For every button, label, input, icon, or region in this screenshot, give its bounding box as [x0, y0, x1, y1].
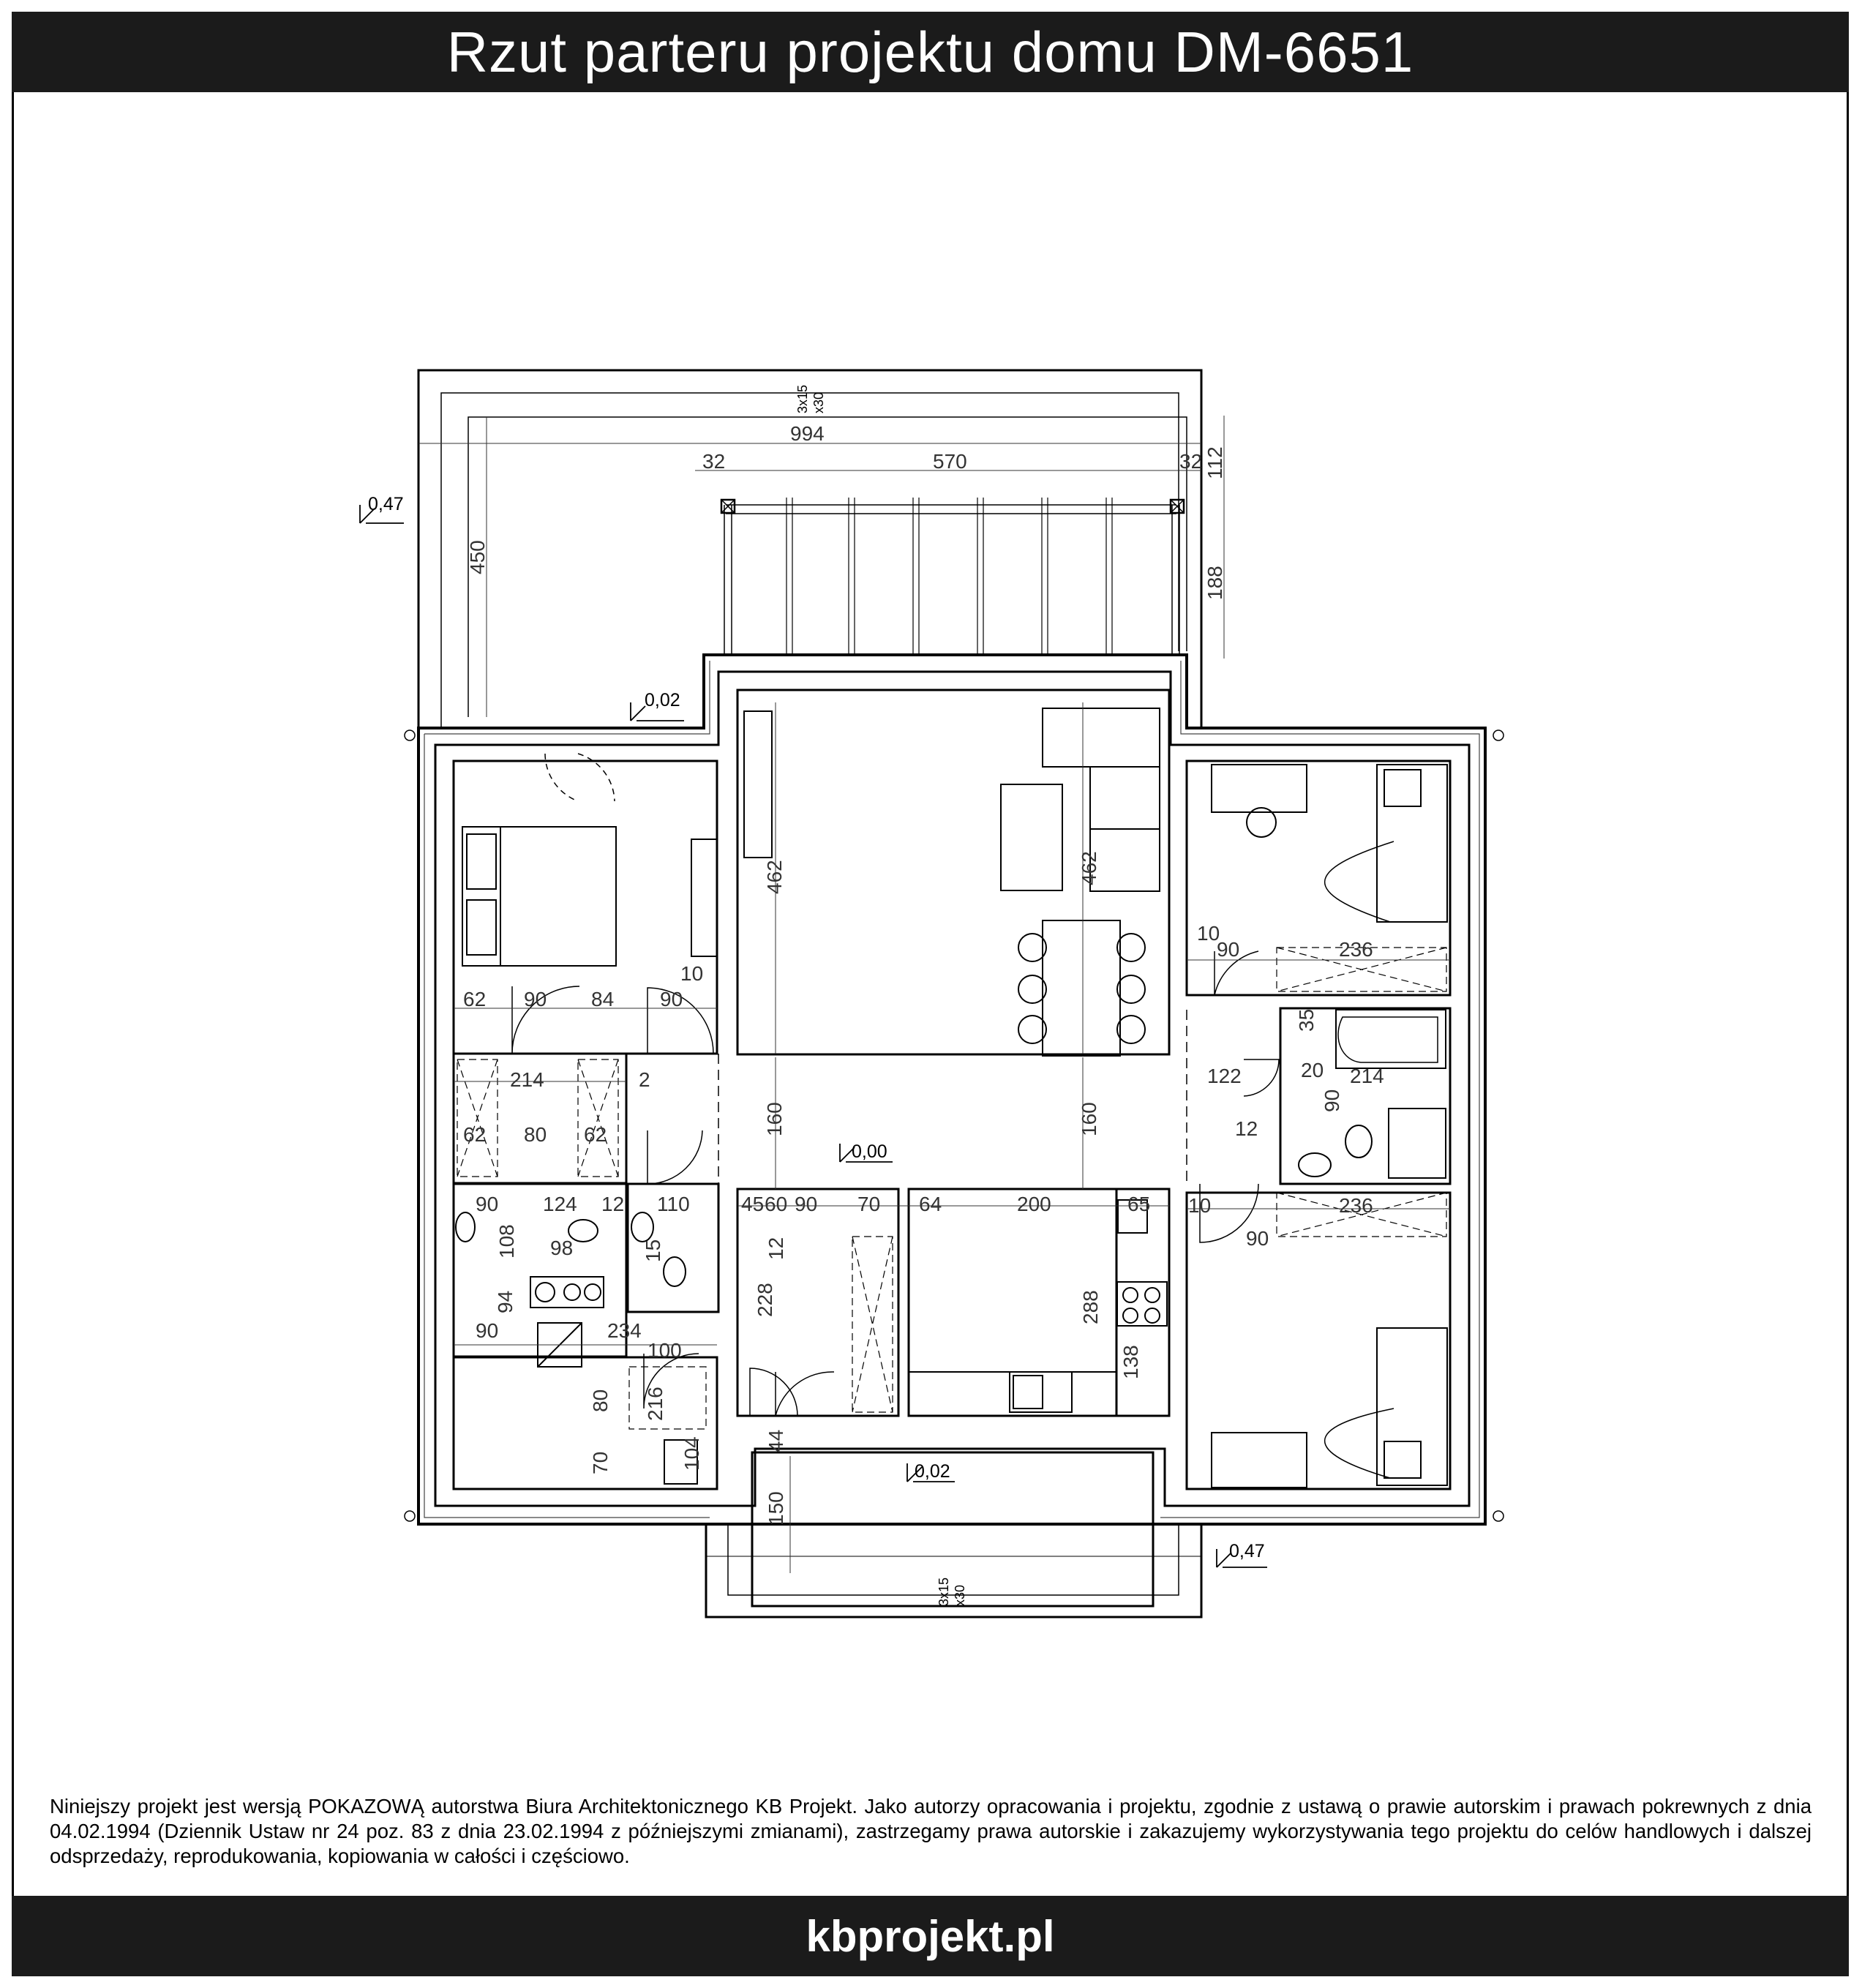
dim-hall-e: 228	[754, 1283, 776, 1317]
dim-kitchen-d: 138	[1119, 1345, 1142, 1379]
hall-outline	[718, 1010, 1187, 1184]
dim-bath2-a: 122	[1207, 1065, 1242, 1087]
dim-tech-e: 216	[644, 1387, 667, 1421]
dim-living-depth: 462	[763, 860, 786, 894]
dim-bath2-d: 90	[1321, 1089, 1343, 1112]
dim-bath2-e: 12	[1235, 1117, 1258, 1140]
dim-bath2-b: 214	[1350, 1065, 1384, 1087]
stairs-bottom-sub: x30	[953, 1584, 967, 1606]
dim-ward1-d: 2	[639, 1068, 650, 1091]
dim-terrace-width: 994	[790, 422, 825, 445]
dim-bath1-d: 110	[657, 1193, 690, 1215]
stairs-top-label: 3x15	[795, 384, 810, 413]
dim-entry-side: 44	[765, 1429, 787, 1452]
dim-bed1-d: 90	[660, 988, 683, 1010]
dim-bed3-b: 90	[1246, 1227, 1269, 1250]
dim-bath1-f: 98	[550, 1237, 574, 1259]
level-terrace-bottom: 0,47	[1229, 1541, 1265, 1561]
dim-pergola-width: 570	[933, 450, 967, 473]
dim-hall-c: 90	[795, 1193, 818, 1215]
dim-entry-depth: 150	[765, 1491, 787, 1526]
dim-kitchen-e: 65	[1127, 1193, 1151, 1215]
grid-markers	[405, 730, 1504, 1521]
dim-bath1-e: 108	[495, 1224, 518, 1259]
dim-tech-a: 94	[494, 1290, 517, 1313]
dim-pergola-left: 32	[702, 450, 726, 473]
dim-ward1-c: 62	[584, 1123, 607, 1146]
dim-hall-f: 12	[765, 1237, 787, 1260]
dim-tech-b: 90	[476, 1319, 499, 1342]
page-title: Rzut parteru projektu domu DM-6651	[446, 19, 1414, 84]
dim-bed1-b: 90	[524, 988, 547, 1010]
dim-living-depth-2: 462	[1078, 851, 1100, 885]
level-terrace-top: 0,47	[368, 494, 404, 514]
dim-bed1-a: 62	[463, 988, 487, 1010]
dim-bath1-a: 90	[476, 1193, 499, 1215]
dim-ward1-width: 214	[510, 1068, 544, 1091]
dim-bath2-f: 35	[1295, 1008, 1318, 1032]
stairs-top-sub: x30	[811, 391, 826, 413]
dim-hall-width-2: 160	[1078, 1102, 1100, 1136]
pergola	[721, 498, 1184, 655]
dim-bed1-e: 10	[680, 962, 704, 985]
dim-hall-d: 70	[857, 1193, 881, 1215]
furniture	[456, 708, 1447, 1488]
level-entry-top: 0,02	[645, 690, 680, 710]
dim-bed3-c: 236	[1339, 1194, 1373, 1217]
level-entry-bottom: 0,02	[915, 1461, 950, 1482]
dim-bed2-a: 10	[1197, 922, 1220, 945]
dim-ward1-b: 80	[524, 1123, 547, 1146]
brand-link[interactable]: kbprojekt.pl	[806, 1911, 1055, 1961]
dim-hall-b: 60	[765, 1193, 788, 1215]
dim-tech-h: 104	[680, 1436, 703, 1471]
dim-terrace-depth: 450	[466, 540, 489, 574]
stairs-bottom-label: 3x15	[936, 1577, 951, 1606]
dim-kitchen-c: 288	[1079, 1290, 1102, 1324]
dim-ward1-a: 62	[463, 1123, 487, 1146]
level-floor: 0,00	[852, 1141, 887, 1162]
brand-bar	[12, 1896, 1849, 1976]
dim-kitchen-b: 200	[1017, 1193, 1051, 1215]
copyright-notice: Niniejszy projekt jest wersją POKAZOWĄ autorstwa Biura Architektonicznego KB Projekt. Jako autorzy opracowania i projektu, zgodnie z ustawą o prawie autorskim i prawach pokrewnych z dnia 04.02.1994 (Dziennik Ustaw nr 24 poz. 83 z dnia 23.02.1994 z późniejszymi zmianami), zastrzegamy prawa autorskie i zakazujemy wykorzystywania tego projektu do celów handlowych i dalszej odsprzedaży, reprodukowania, kopiowania w całości i częściowo.	[50, 1795, 1812, 1867]
dim-bath1-b: 124	[543, 1193, 577, 1215]
dim-bed1-c: 84	[591, 988, 615, 1010]
dim-pergola-top: 112	[1204, 446, 1226, 479]
dim-bath1-c: 12	[601, 1193, 625, 1215]
level-markers	[360, 505, 1267, 1567]
dim-tech-g: 70	[589, 1451, 612, 1474]
dim-tech-c: 234	[607, 1319, 642, 1342]
dim-pergola-depth: 188	[1204, 566, 1226, 600]
dim-tech-f: 80	[589, 1389, 612, 1412]
dim-bed3-a: 10	[1188, 1194, 1212, 1217]
dim-bath1-g: 15	[642, 1239, 664, 1262]
dim-tech-d: 100	[647, 1339, 682, 1362]
dim-bed2-b: 90	[1217, 938, 1240, 961]
dim-bath2-c: 20	[1301, 1059, 1324, 1081]
dim-pergola-right: 32	[1179, 450, 1203, 473]
dim-kitchen-a: 64	[919, 1193, 942, 1215]
dim-bed2-c: 236	[1339, 938, 1373, 961]
dim-hall-width: 160	[763, 1102, 786, 1136]
dim-hall-a: 45	[741, 1193, 765, 1215]
